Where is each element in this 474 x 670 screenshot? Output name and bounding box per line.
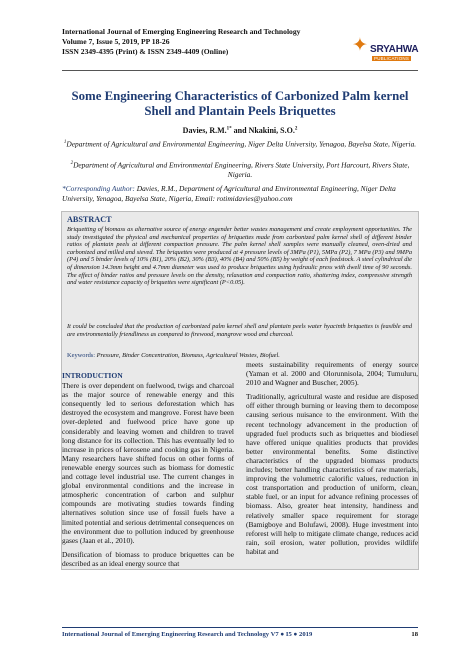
affiliation-2: $^2$Department of Agricultural and Environmental Engineering, Rivers State University, Port Harcourt, Rivers State, Nigeria.: [70, 160, 410, 180]
header-divider: [62, 70, 418, 71]
journal-issn: ISSN 2349-4395 (Print) & ISSN 2349-4409 (Online): [62, 47, 229, 57]
footer-journal: International Journal of Emerging Engineering Research and Technology V7 ● I5 ● 2019: [62, 631, 313, 638]
footer-divider: [62, 627, 418, 628]
abstract-paragraph-1: Briquetting of biomass as alternative source of energy engender better wastes management and create employment opportunities. The study investigated the physical and mechanical properties of briquettes made from carbonized palm kernel shell of different binder ratios of plantain peels at different compaction pressure. The palm kernel shell samples were manually cleaned, oven-dried and carbonized and milled and sieved. The briquettes were produced at 4 pressure levels of 3MPa (P1), 5MPa (P2), 7 MPa (P3) and 9MPa (P4) and 5 binder levels of 10% (B1), 20% (B2), 30% (B3), 40% (B4) and 50% (B5) by weight of each feedstock. A steel cylindrical die of dimension 14.3mm height and 4.7mm diameter was used to produce briquettes using hydraulic press with dwell time of 90 seconds. The effect of binder ratios and pressure levels on the density, relaxation and compaction ratio, shattering index, compressive strength and water resistance capacity of briquettes were significant (P<0.05).: [67, 226, 412, 287]
abstract-paragraph-2: It could be concluded that the production of carbonized palm kernel shell and plantain peels water hyacinth briquettes is feasible and are environmentally friendliness as compared to firewood, mangrove wood and charcoal.: [67, 323, 412, 338]
journal-name: International Journal of Emerging Engineering Research and Technology: [62, 27, 301, 36]
keywords-text: Pressure, Binder Concentration, Biomass, Agricultural Wastes, Biofuel.: [95, 352, 280, 359]
authors: Davies, R.M.$^{1*}$ and Nkakini, S.O.$^2$: [182, 126, 298, 135]
abstract-heading: ABSTRACT: [67, 215, 112, 224]
corresponding-label: *Corresponding Author:: [62, 184, 135, 193]
logo-tagline: PUBLICATIONS: [374, 56, 410, 61]
journal-volume: Volume 7, Issue 5, 2019, PP 18-26: [62, 37, 170, 47]
intro-paragraph-1: There is over dependent on fuelwood, twigs and charcoal as the major source of renewable energy and this consequently led to serious deforestation which has destroyed the ecosystem and mangrove. Forest have been over-depleted and fuelwood price have gone up considerably and leaving women and children to travel long distance for its collection. This has eventually led to increase in prices of kerosene and cooking gas in Nigeria. Many researchers have shifted focus on other forms of renewable energy sources such as biomass for domestic and cottage level industrial use. The current changes in global environmental conditions and the increase in atmospheric concentration of carbon and sulphur compounds are motivating studies towards finding alternatives solution since use of fossil fuels have a limited potential and serious detrimental consequences on the environment due to pollution induced by greenhouse gases (Jaan et al., 2010).: [62, 381, 234, 545]
affiliation-1-text: Department of Agricultural and Environmental Engineering, Niger Delta University, Yenagoa, Bayelsa State, Nigeria.: [66, 139, 417, 149]
left-column: [62, 371, 234, 573]
bird-icon: ✦: [352, 35, 368, 56]
paper-title: Some Engineering Characteristics of Carbonized Palm kernel Shell and Plantain Peels Briquettes: [71, 89, 409, 118]
intro-paragraph-3: meets sustainability requirements of energy source (Yaman et al. 2000 and Olorunnisola, 2004; Tumuluru, 2010 and Wagner and Buscher, 2005).: [246, 360, 418, 388]
keywords: [67, 352, 412, 360]
affiliation-2-text: Department of Agricultural and Environmental Engineering, Rivers State University, Port Harcourt, Rivers State, Nigeria.: [73, 160, 410, 180]
page-number: 18: [411, 631, 418, 638]
logo-brand: SRYAHWA: [370, 44, 419, 55]
right-column: [246, 360, 418, 561]
keywords-label: Keywords:: [67, 352, 96, 359]
corresponding-author: [62, 184, 418, 203]
intro-paragraph-2: Densification of biomass to produce briquettes can be described as an ideal energy source that: [62, 549, 234, 568]
publisher-logo: [352, 28, 419, 66]
intro-paragraph-4: Traditionally, agricultural waste and residue are disposed off either through burning or leaving them to decompose causing serious nuisance to the environment. With the recent technology advancement in the production of upgraded fuel products such as briquettes and biodiesel have offered unique qualities products that provides better environmental benefits. Some distinctive characteristics of the upgraded biomass products includes; better handling characteristics of raw materials, improving the volumetric calorific values, reduction in cost transportation and production of uniform, clean, stable fuel, or an input for advance refining processes of biomass. Also, greater heat intensity, handiness and relatively smaller space requirement for storage (Bamigboye and Bolufawi, 2008). Huge investment into reforest will help to mitigate climate change, reduces acid rain, soil erosion, water pollution, provides wildlife habitat and: [246, 392, 418, 556]
introduction-heading: INTRODUCTION: [62, 371, 123, 380]
affiliation-1: $^1$Department of Agricultural and Environmental Engineering, Niger Delta University, Yenagoa, Bayelsa State, Nigeria.: [63, 139, 417, 149]
page-footer: [62, 631, 418, 638]
journal-header: [62, 27, 362, 58]
corresponding-text: Davies, R.M., Department of Agricultural and Environmental Engineering, Niger Delta University, Yenagoa, Bayelsa State, Nigeria, Email: rotimidavies@yahoo.com: [62, 184, 396, 203]
